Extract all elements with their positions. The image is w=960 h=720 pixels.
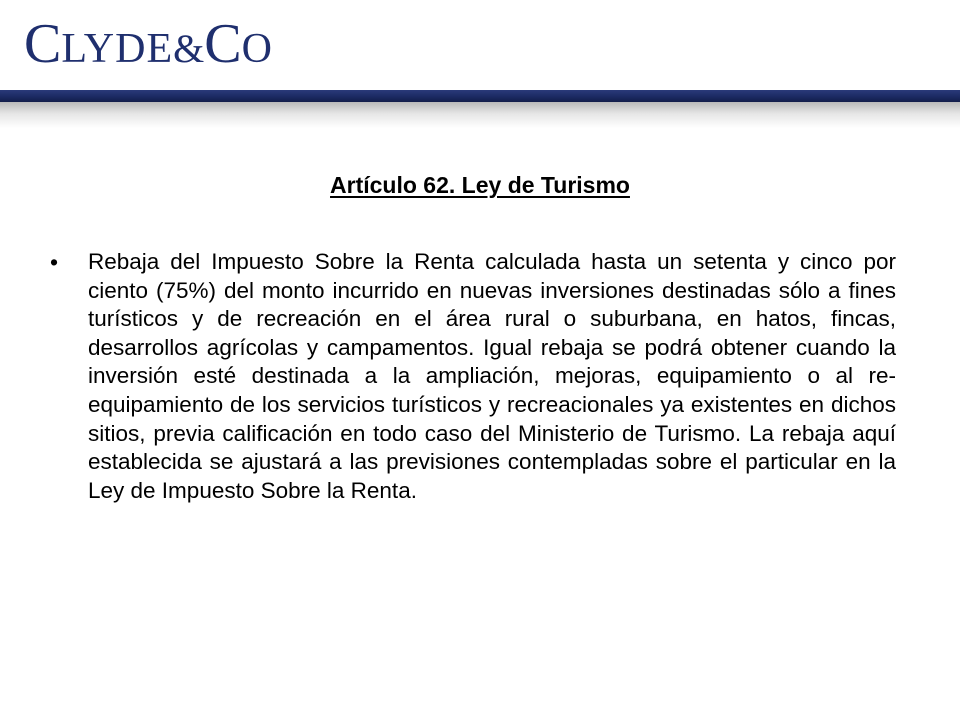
- bullet-marker: •: [50, 249, 59, 275]
- header-shadow: [0, 102, 960, 128]
- bullet-item: [50, 248, 896, 505]
- header-bar: [0, 90, 960, 102]
- page-title: Artículo 62. Ley de Turismo: [330, 172, 630, 198]
- clyde-co-logo: CLYDE&CO: [24, 13, 273, 75]
- bullet-text: Rebaja del Impuesto Sobre la Renta calculada hasta un setenta y cinco por ciento (75%) del monto incurrido en nuevas inversiones destinadas sólo a fines turísticos y de recreación en el área rural o suburbana, en hatos, fincas, desarrollos agrícolas y campamentos. Igual rebaja se podrá obtener cuando la inversión esté destinada a la ampliación, mejoras, equipamiento o al re-equipamiento de los servicios turísticos y recreacionales ya existentes en dichos sitios, previa calificación en todo caso del Ministerio de Turismo. La rebaja aquí establecida se ajustará a las previsiones contempladas sobre el particular en la Ley de Impuesto Sobre la Renta.: [88, 249, 896, 503]
